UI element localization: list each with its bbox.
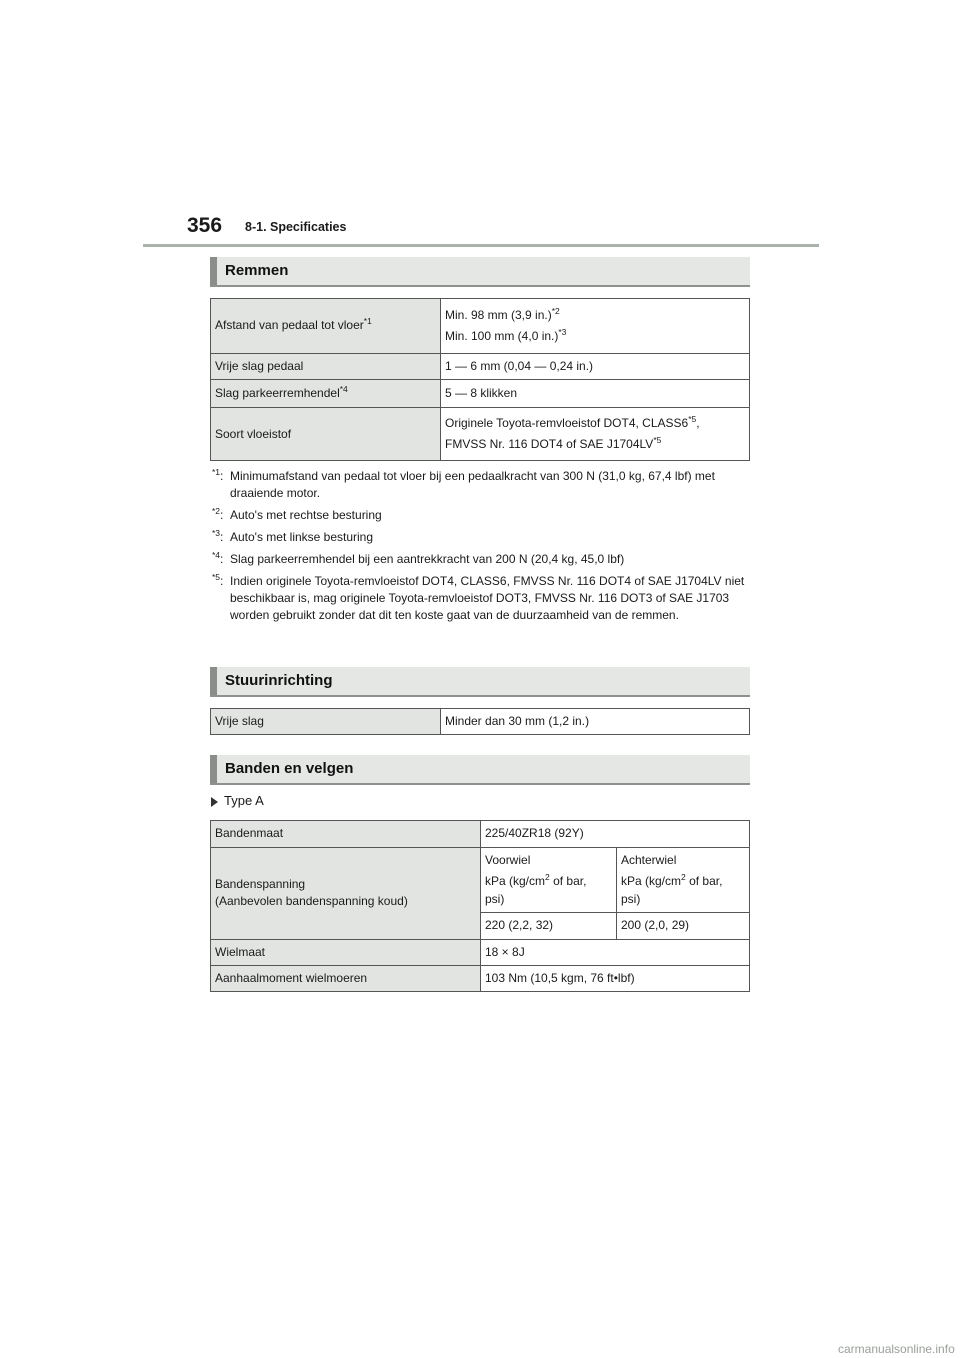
row-label: Bandenmaat [211,821,481,848]
table-row [211,821,750,848]
row-value: 225/40ZR18 (92Y) [481,821,750,848]
footnote: $^{*2}$: Auto's met rechtse besturing [212,506,382,522]
rear-pressure-value: 200 (2,0, 29) [617,913,750,939]
brakes-table [210,298,750,461]
row-label: Soort vloeistof [211,408,441,461]
footnotes [212,468,752,629]
section-bar [210,667,217,695]
row-value: 1 — 6 mm (0,04 — 0,24 in.) [441,354,750,380]
section-title: Remmen [225,262,289,279]
row-label: Wielmaat [211,939,481,965]
row-value: 5 — 8 klikken [441,380,750,408]
table-row [211,408,750,461]
tires-table [210,820,750,992]
row-label: Vrije slag pedaal [211,354,441,380]
row-label: Bandenspanning (Aanbevolen bandenspanning koud) [211,848,481,940]
type-label: Type A [211,793,264,808]
chapter-title: 8-1. Specificaties [245,220,347,234]
row-value: Originele Toyota-remvloeistof DOT4, CLASS6$^{*5}$, FMVSS Nr. 116 DOT4 of SAE J1704LV$^{*5}$ [441,408,750,461]
table-row [211,848,750,913]
section-header-brakes [210,257,750,287]
steering-table [210,708,750,735]
row-label: Slag parkeerremhendel$^{*4}$ [211,380,441,408]
row-value: 18 × 8J [481,939,750,965]
footnote: $^{*1}$: Minimumafstand van pedaal tot vloer bij een pedaalkracht van 300 N (31,0 kg, 67,4 lbf) met draaiende motor. [212,467,715,500]
section-bar [210,755,217,783]
row-value: Min. 98 mm (3,9 in.)$^{*2}$ Min. 100 mm (4,0 in.)$^{*3}$ [441,299,750,354]
footnote: $^{*5}$: Indien originele Toyota-remvloeistof DOT4, CLASS6, FMVSS Nr. 116 DOT4 of SAE J1704LV niet beschikbaar is, mag originele Toyota-remvloeistof DOT3, FMVSS Nr. 116 DOT3 of SAE J1703 worden gebruikt zonder dat dit ten koste gaat van de duurzaamheid van de remmen. [212,572,745,622]
footnote: $^{*3}$: Auto's met linkse besturing [212,528,374,544]
table-row [211,354,750,380]
table-row [211,299,750,354]
section-header-tires [210,755,750,785]
row-label: Vrije slag [211,709,441,735]
header-rule [143,244,819,247]
section-title: Banden en velgen [225,760,354,777]
front-pressure-value: 220 (2,2, 32) [481,913,617,939]
table-row [211,380,750,408]
section-bar [210,257,217,285]
footnote: $^{*4}$: Slag parkeerremhendel bij een aantrekkracht van 200 N (20,4 kg, 45,0 lbf) [212,550,625,566]
table-row [211,965,750,991]
row-value: 103 Nm (10,5 kgm, 76 ft•lbf) [481,965,750,991]
page-number: 356 [187,214,223,237]
triangle-bullet-icon [211,797,218,807]
row-value: Minder dan 30 mm (1,2 in.) [441,709,750,735]
watermark: carmanualsonline.info [838,1342,955,1356]
section-title: Stuurinrichting [225,672,333,689]
row-label: Afstand van pedaal tot vloer$^{*1}$ [211,299,441,354]
table-row [211,709,750,735]
row-label: Aanhaalmoment wielmoeren [211,965,481,991]
section-header-steering [210,667,750,697]
table-row [211,939,750,965]
rear-wheel-header: Achterwiel kPa ($kg/cm^2$ of bar, psi) [617,848,750,913]
front-wheel-header: Voorwiel kPa ($kg/cm^2$ of bar, psi) [481,848,617,913]
